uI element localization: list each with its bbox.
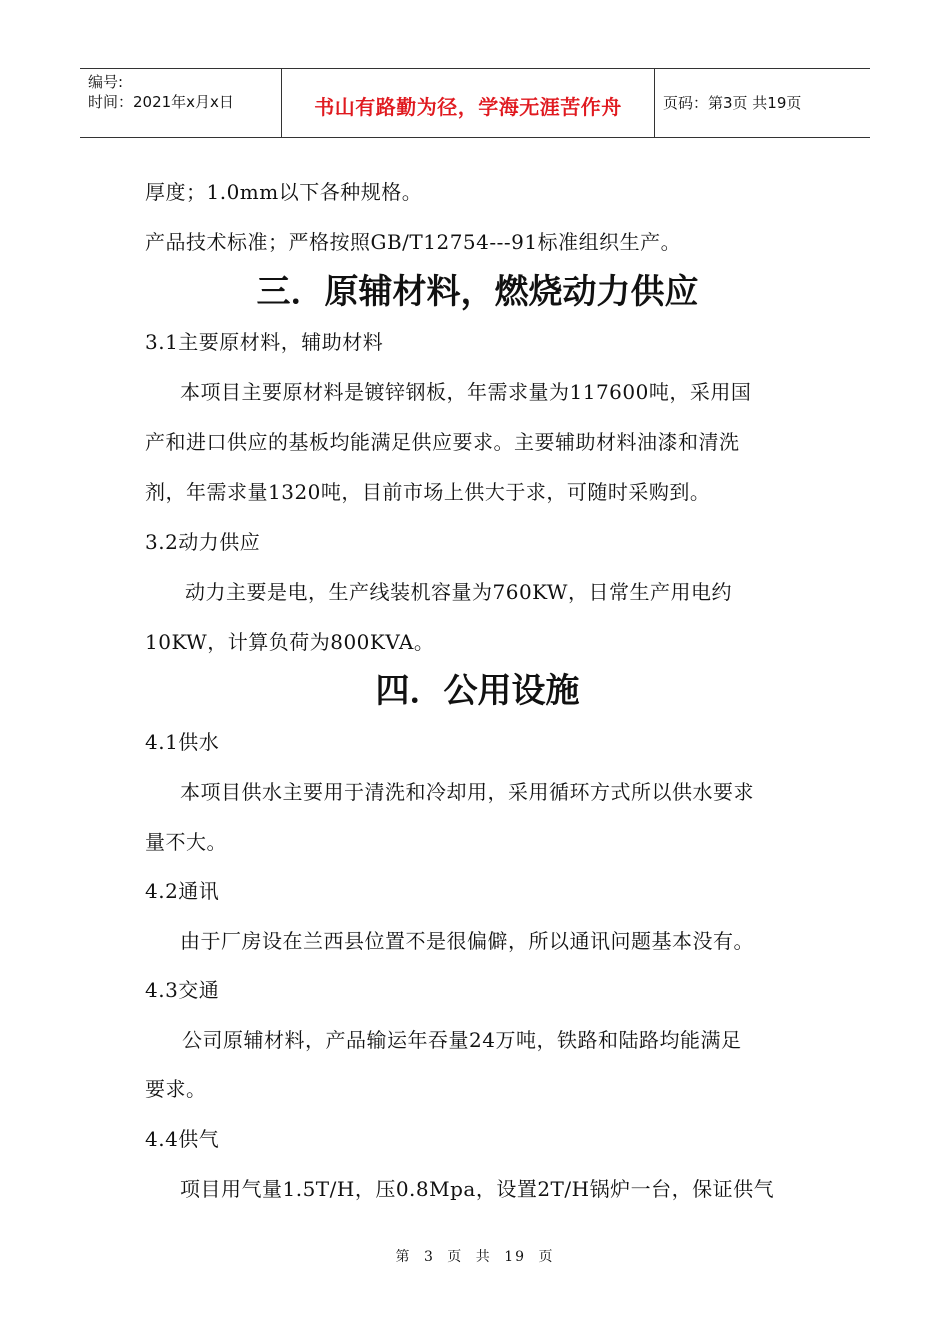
subsection-heading: 4.1供水 (145, 730, 220, 754)
header-info-cell (80, 69, 282, 137)
subsection-heading: 4.3交通 (145, 978, 220, 1002)
body-paragraph: 10KW，计算负荷为800KVA。 (145, 630, 435, 654)
body-paragraph: 动力主要是电，生产线装机容量为760KW，日常生产用电约 (185, 580, 732, 604)
header-page-number: 页码：第3页 共19页 (663, 94, 802, 112)
body-paragraph: 公司原辅材料，产品输运年吞量24万吨，铁路和陆路均能满足 (182, 1028, 742, 1052)
body-paragraph: 剂，年需求量1320吨，目前市场上供大于求，可随时采购到。 (145, 480, 711, 504)
subsection-heading: 4.2通讯 (145, 879, 220, 903)
subsection-heading: 3.1主要原材料，辅助材料 (145, 330, 384, 354)
body-paragraph: 本项目主要原材料是镀锌钢板，年需求量为117600吨，采用国 (180, 380, 752, 404)
subsection-heading: 3.2动力供应 (145, 530, 261, 554)
document-date: 时间：2021年x月x日 (88, 93, 234, 111)
body-paragraph: 厚度；1.0mm以下各种规格。 (145, 180, 423, 204)
body-paragraph: 由于厂房设在兰西县位置不是很偏僻，所以通讯问题基本没有。 (180, 929, 754, 953)
header-motto: 书山有路勤为径，学海无涯苦作舟 (314, 95, 622, 119)
subsection-heading: 4.4供气 (145, 1127, 220, 1151)
page-footer: 第 3 页 共 19 页 (395, 1249, 555, 1265)
body-paragraph: 本项目供水主要用于清洗和冷却用，采用循环方式所以供水要求 (180, 780, 754, 804)
header-motto-cell (282, 69, 655, 137)
page-header (80, 68, 870, 138)
body-paragraph: 产和进口供应的基板均能满足供应要求。主要辅助材料油漆和清洗 (145, 430, 740, 454)
header-page-cell (655, 69, 870, 137)
body-paragraph: 量不大。 (145, 830, 227, 854)
body-paragraph: 产品技术标准；严格按照GB/T12754---91标准组织生产。 (145, 230, 682, 254)
body-paragraph: 项目用气量1.5T/H，压0.8Mpa，设置2T/H锅炉一台，保证供气 (180, 1177, 775, 1201)
section-heading-3: 三．原辅材料，燃烧动力供应 (256, 272, 699, 312)
body-paragraph: 要求。 (145, 1077, 207, 1101)
document-number-label: 编号: (88, 73, 124, 91)
section-heading-4: 四．公用设施 (375, 671, 580, 711)
